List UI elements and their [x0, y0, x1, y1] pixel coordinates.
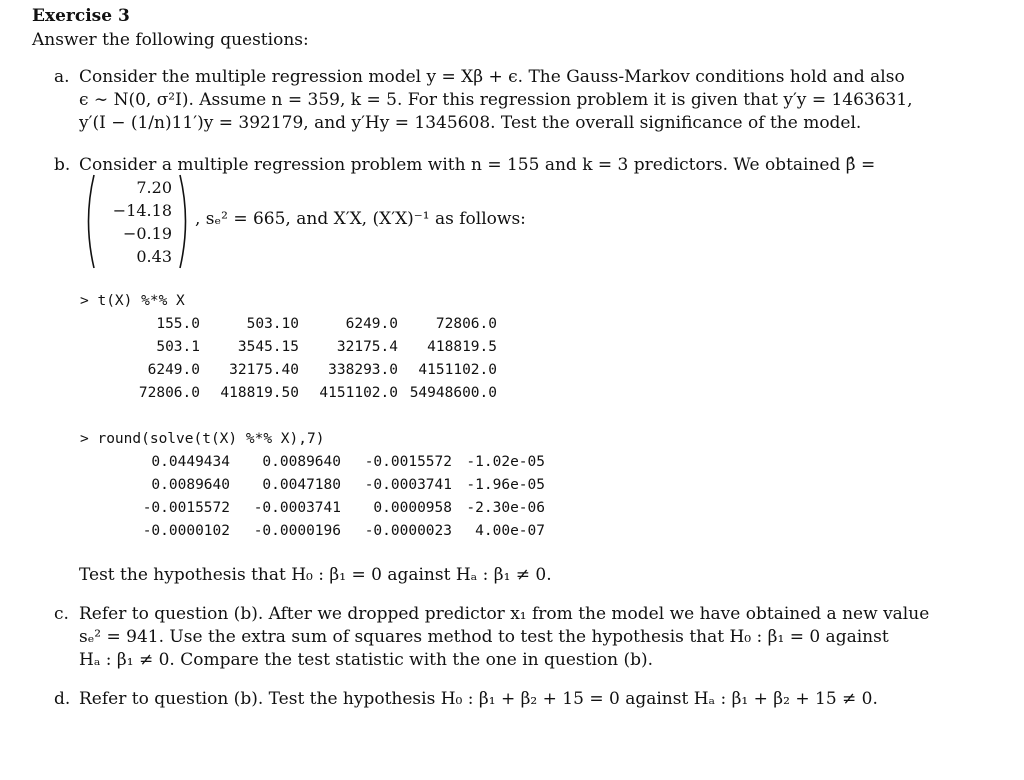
matrix-cell: 0.0449434: [151, 454, 230, 470]
matrix-row: [120, 497, 545, 520]
matrix-row: [120, 359, 497, 382]
xtx-matrix-output: [120, 313, 497, 405]
question-a-line-3: y′(I − (1/n)11′)y = 392179, and y′Hy = 1345608. Test the overall significance of the model.: [79, 113, 862, 133]
question-b-hypothesis: Test the hypothesis that H₀ : β₁ = 0 against Hₐ : β₁ ≠ 0.: [79, 565, 552, 585]
question-b-line-1: Consider a multiple regression problem with n = 155 and k = 3 predictors. We obtained β̂ =: [79, 155, 876, 175]
matrix-row: [120, 451, 545, 474]
exercise-title: Exercise 3: [32, 6, 130, 26]
variance-and-matrices-text: , sₑ² = 665, and X′X, (X′X)⁻¹ as follows:: [195, 209, 526, 229]
matrix-cell: 4151102.0: [418, 362, 497, 378]
matrix-cell: 32175.40: [229, 362, 299, 378]
matrix-cell: 503.1: [156, 339, 200, 355]
matrix-cell: 4.00e-07: [475, 523, 545, 539]
matrix-cell: 338293.0: [328, 362, 398, 378]
matrix-row: [120, 313, 497, 336]
matrix-cell: -0.0000102: [142, 523, 230, 539]
matrix-row: [120, 520, 545, 543]
matrix-cell: 155.0: [156, 316, 200, 332]
matrix-cell: 72806.0: [435, 316, 497, 332]
beta-hat-entry: 0.43: [136, 247, 172, 266]
question-c: [54, 603, 930, 672]
question-a: [54, 66, 930, 135]
beta-hat-entry: −14.18: [112, 201, 172, 220]
question-d: [54, 688, 930, 711]
matrix-cell: -0.0015572: [142, 500, 230, 516]
matrix-cell: 503.10: [246, 316, 299, 332]
matrix-cell: -2.30e-06: [466, 500, 545, 516]
xtx-inverse-matrix-output: [120, 451, 545, 543]
matrix-cell: -0.0015572: [364, 454, 452, 470]
question-c-marker: c.: [54, 604, 69, 624]
matrix-row: [120, 474, 545, 497]
question-d-line-1: Refer to question (b). Test the hypothesis H₀ : β₁ + β₂ + 15 = 0 against Hₐ : β₁ + β₂ + 15 ≠ 0.: [79, 689, 878, 709]
beta-hat-vector: [82, 173, 192, 270]
matrix-cell: 6249.0: [147, 362, 200, 378]
matrix-cell: -1.02e-05: [466, 454, 545, 470]
matrix-cell: 0.0089640: [151, 477, 230, 493]
matrix-row: [120, 336, 497, 359]
matrix-cell: 72806.0: [138, 385, 200, 401]
question-d-marker: d.: [54, 689, 71, 709]
matrix-cell: 4151102.0: [319, 385, 398, 401]
matrix-cell: -0.0000196: [253, 523, 341, 539]
question-b-marker: b.: [54, 155, 71, 175]
beta-hat-entry: 7.20: [136, 178, 172, 197]
matrix-cell: -0.0003741: [364, 477, 452, 493]
matrix-cell: 0.0000958: [373, 500, 452, 516]
question-a-marker: a.: [54, 67, 70, 87]
exercise-intro: Answer the following questions:: [32, 30, 309, 50]
matrix-cell: 418819.5: [427, 339, 497, 355]
beta-hat-entry: −0.19: [122, 224, 172, 243]
matrix-cell: 418819.50: [220, 385, 299, 401]
matrix-cell: 0.0047180: [262, 477, 341, 493]
matrix-cell: 54948600.0: [409, 385, 497, 401]
matrix-row: [120, 382, 497, 405]
right-parenthesis: [178, 173, 192, 270]
matrix-cell: 32175.4: [336, 339, 398, 355]
matrix-cell: 6249.0: [345, 316, 398, 332]
matrix-cell: -0.0000023: [364, 523, 452, 539]
matrix-cell: -1.96e-05: [466, 477, 545, 493]
question-c-line-3: Hₐ : β₁ ≠ 0. Compare the test statistic with the one in question (b).: [79, 650, 654, 670]
left-parenthesis: [82, 173, 96, 270]
question-a-line-1: Consider the multiple regression model y = Xβ + ϵ. The Gauss-Markov conditions hold and also: [79, 67, 905, 87]
question-c-line-2: sₑ² = 941. Use the extra sum of squares method to test the hypothesis that H₀ : β₁ = 0 against: [79, 627, 889, 647]
matrix-cell: 3545.15: [237, 339, 299, 355]
matrix-cell: -0.0003741: [253, 500, 341, 516]
question-c-line-1: Refer to question (b). After we dropped predictor x₁ from the model we have obtained a new value: [79, 604, 930, 624]
matrix-cell: 0.0089640: [262, 454, 341, 470]
r-command-inverse: > round(solve(t(X) %*% X),7): [80, 431, 325, 447]
r-command-xtx: > t(X) %*% X: [80, 293, 185, 309]
question-a-line-2: ϵ ∼ N(0, σ²I). Assume n = 359, k = 5. For this regression problem it is given that y′y = 1463631,: [79, 90, 913, 110]
